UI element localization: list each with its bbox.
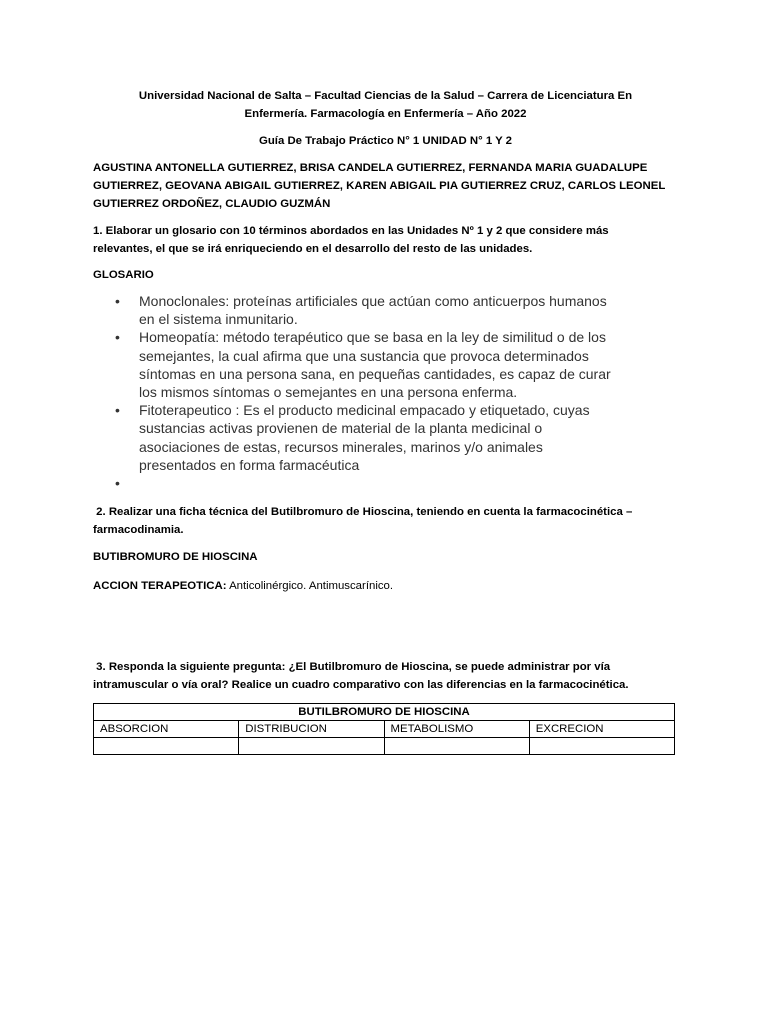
authors-list bbox=[93, 159, 678, 213]
column-header-metabolismo: METABOLISMO bbox=[384, 721, 529, 738]
authors-line-1: AGUSTINA ANTONELLA GUTIERREZ, BRISA CANDELA GUTIERREZ, FERNANDA MARIA GUADALUPE bbox=[93, 162, 648, 174]
question-3-line-2: intramuscular o vía oral? Realice un cuadro comparativo con las diferencias en la farmacocinética. bbox=[93, 679, 629, 691]
column-header-absorcion: ABSORCION bbox=[94, 721, 239, 738]
glossary-item bbox=[93, 401, 678, 474]
table-title: BUTILBROMURO DE HIOSCINA bbox=[94, 704, 675, 721]
guide-title: Guía De Trabajo Práctico N° 1 UNIDAD N° 1 Y 2 bbox=[258, 135, 513, 147]
header-line-2: Enfermería. Farmacología en Enfermería – Año 2022 bbox=[244, 108, 527, 120]
question-2 bbox=[93, 503, 678, 539]
glossary-item-text: Monoclonales: proteínas artificiales que actúan como anticuerpos humanos bbox=[139, 293, 607, 309]
glossary-item-text: asociaciones de estas, recursos minerales, marinos y/o animales bbox=[139, 438, 543, 455]
institution-header bbox=[93, 87, 678, 123]
authors-line-2: GUTIERREZ, GEOVANA ABIGAIL GUTIERREZ, KAREN ABIGAIL PIA GUTIERREZ CRUZ, CARLOS LEONEL bbox=[93, 180, 666, 192]
glossary-item-text: semejantes, la cual afirma que una sustancia que provoca determinados bbox=[139, 347, 589, 364]
glossary-item-text: Fitoterapeutico : Es el producto medicinal empacado y etiquetado, cuyas bbox=[139, 402, 590, 419]
glossary-item-empty bbox=[93, 474, 678, 492]
glossary-item-text: sustancias activas provienen de material de la planta medicinal o bbox=[139, 420, 543, 437]
glossary-item bbox=[93, 328, 678, 401]
bullet-icon: • bbox=[115, 329, 120, 346]
table-row bbox=[94, 738, 675, 755]
table-cell bbox=[239, 738, 384, 755]
authors-line-3: GUTIERREZ ORDOÑEZ, CLAUDIO GUZMÁN bbox=[93, 198, 331, 210]
glossary-heading: GLOSARIO bbox=[93, 269, 154, 281]
bullet-icon: • bbox=[115, 402, 120, 419]
glossary-item-text: síntomas en una persona sana, en pequeñas cantidades, es capaz de curar bbox=[139, 365, 611, 382]
glossary-list bbox=[93, 292, 678, 492]
question-3-line-1: 3. Responda la siguiente pregunta: ¿El Butilbromuro de Hioscina, se puede administrar por vía bbox=[93, 661, 611, 673]
table-cell bbox=[529, 738, 674, 755]
glossary-item bbox=[93, 292, 678, 328]
therapeutic-action bbox=[93, 577, 678, 595]
bullet-icon: • bbox=[115, 293, 120, 309]
glossary-item-text: los mismos síntomas o semejantes en una persona enferma. bbox=[139, 384, 518, 401]
glossary-item-text: en el sistema inmunitario. bbox=[139, 311, 298, 328]
question-2-line-1: 2. Realizar una ficha técnica del Butilbromuro de Hioscina, teniendo en cuenta la farmacocinética – bbox=[93, 506, 633, 518]
comparison-table bbox=[93, 703, 675, 755]
header-line-1: Universidad Nacional de Salta – Facultad Ciencias de la Salud – Carrera de Licenciatura En bbox=[138, 90, 633, 102]
therapeutic-action-label: ACCION TERAPEOTICA: bbox=[93, 580, 227, 592]
column-header-excrecion: EXCRECION bbox=[529, 721, 674, 738]
question-1-line-1: 1. Elaborar un glosario con 10 términos abordados en las Unidades Nº 1 y 2 que considere más bbox=[93, 225, 609, 237]
table-cell bbox=[94, 738, 239, 755]
question-3 bbox=[93, 658, 678, 694]
question-2-line-2: farmacodinamia. bbox=[93, 524, 184, 536]
column-header-distribucion: DISTRIBUCION bbox=[239, 721, 384, 738]
drug-name: BUTIBROMURO DE HIOSCINA bbox=[93, 551, 258, 563]
question-1 bbox=[93, 222, 678, 258]
bullet-icon: • bbox=[115, 475, 120, 492]
therapeutic-action-value: Anticolinérgico. Antimuscarínico. bbox=[226, 580, 394, 592]
table-title-row bbox=[94, 704, 675, 721]
glossary-item-text: presentados en forma farmacéutica bbox=[139, 456, 360, 473]
table-cell bbox=[384, 738, 529, 755]
glossary-item-text: Homeopatía: método terapéutico que se basa en la ley de similitud o de los bbox=[139, 329, 606, 346]
table-header-row bbox=[94, 721, 675, 738]
question-1-line-2: relevantes, el que se irá enriqueciendo en el desarrollo del resto de las unidades. bbox=[93, 243, 533, 255]
